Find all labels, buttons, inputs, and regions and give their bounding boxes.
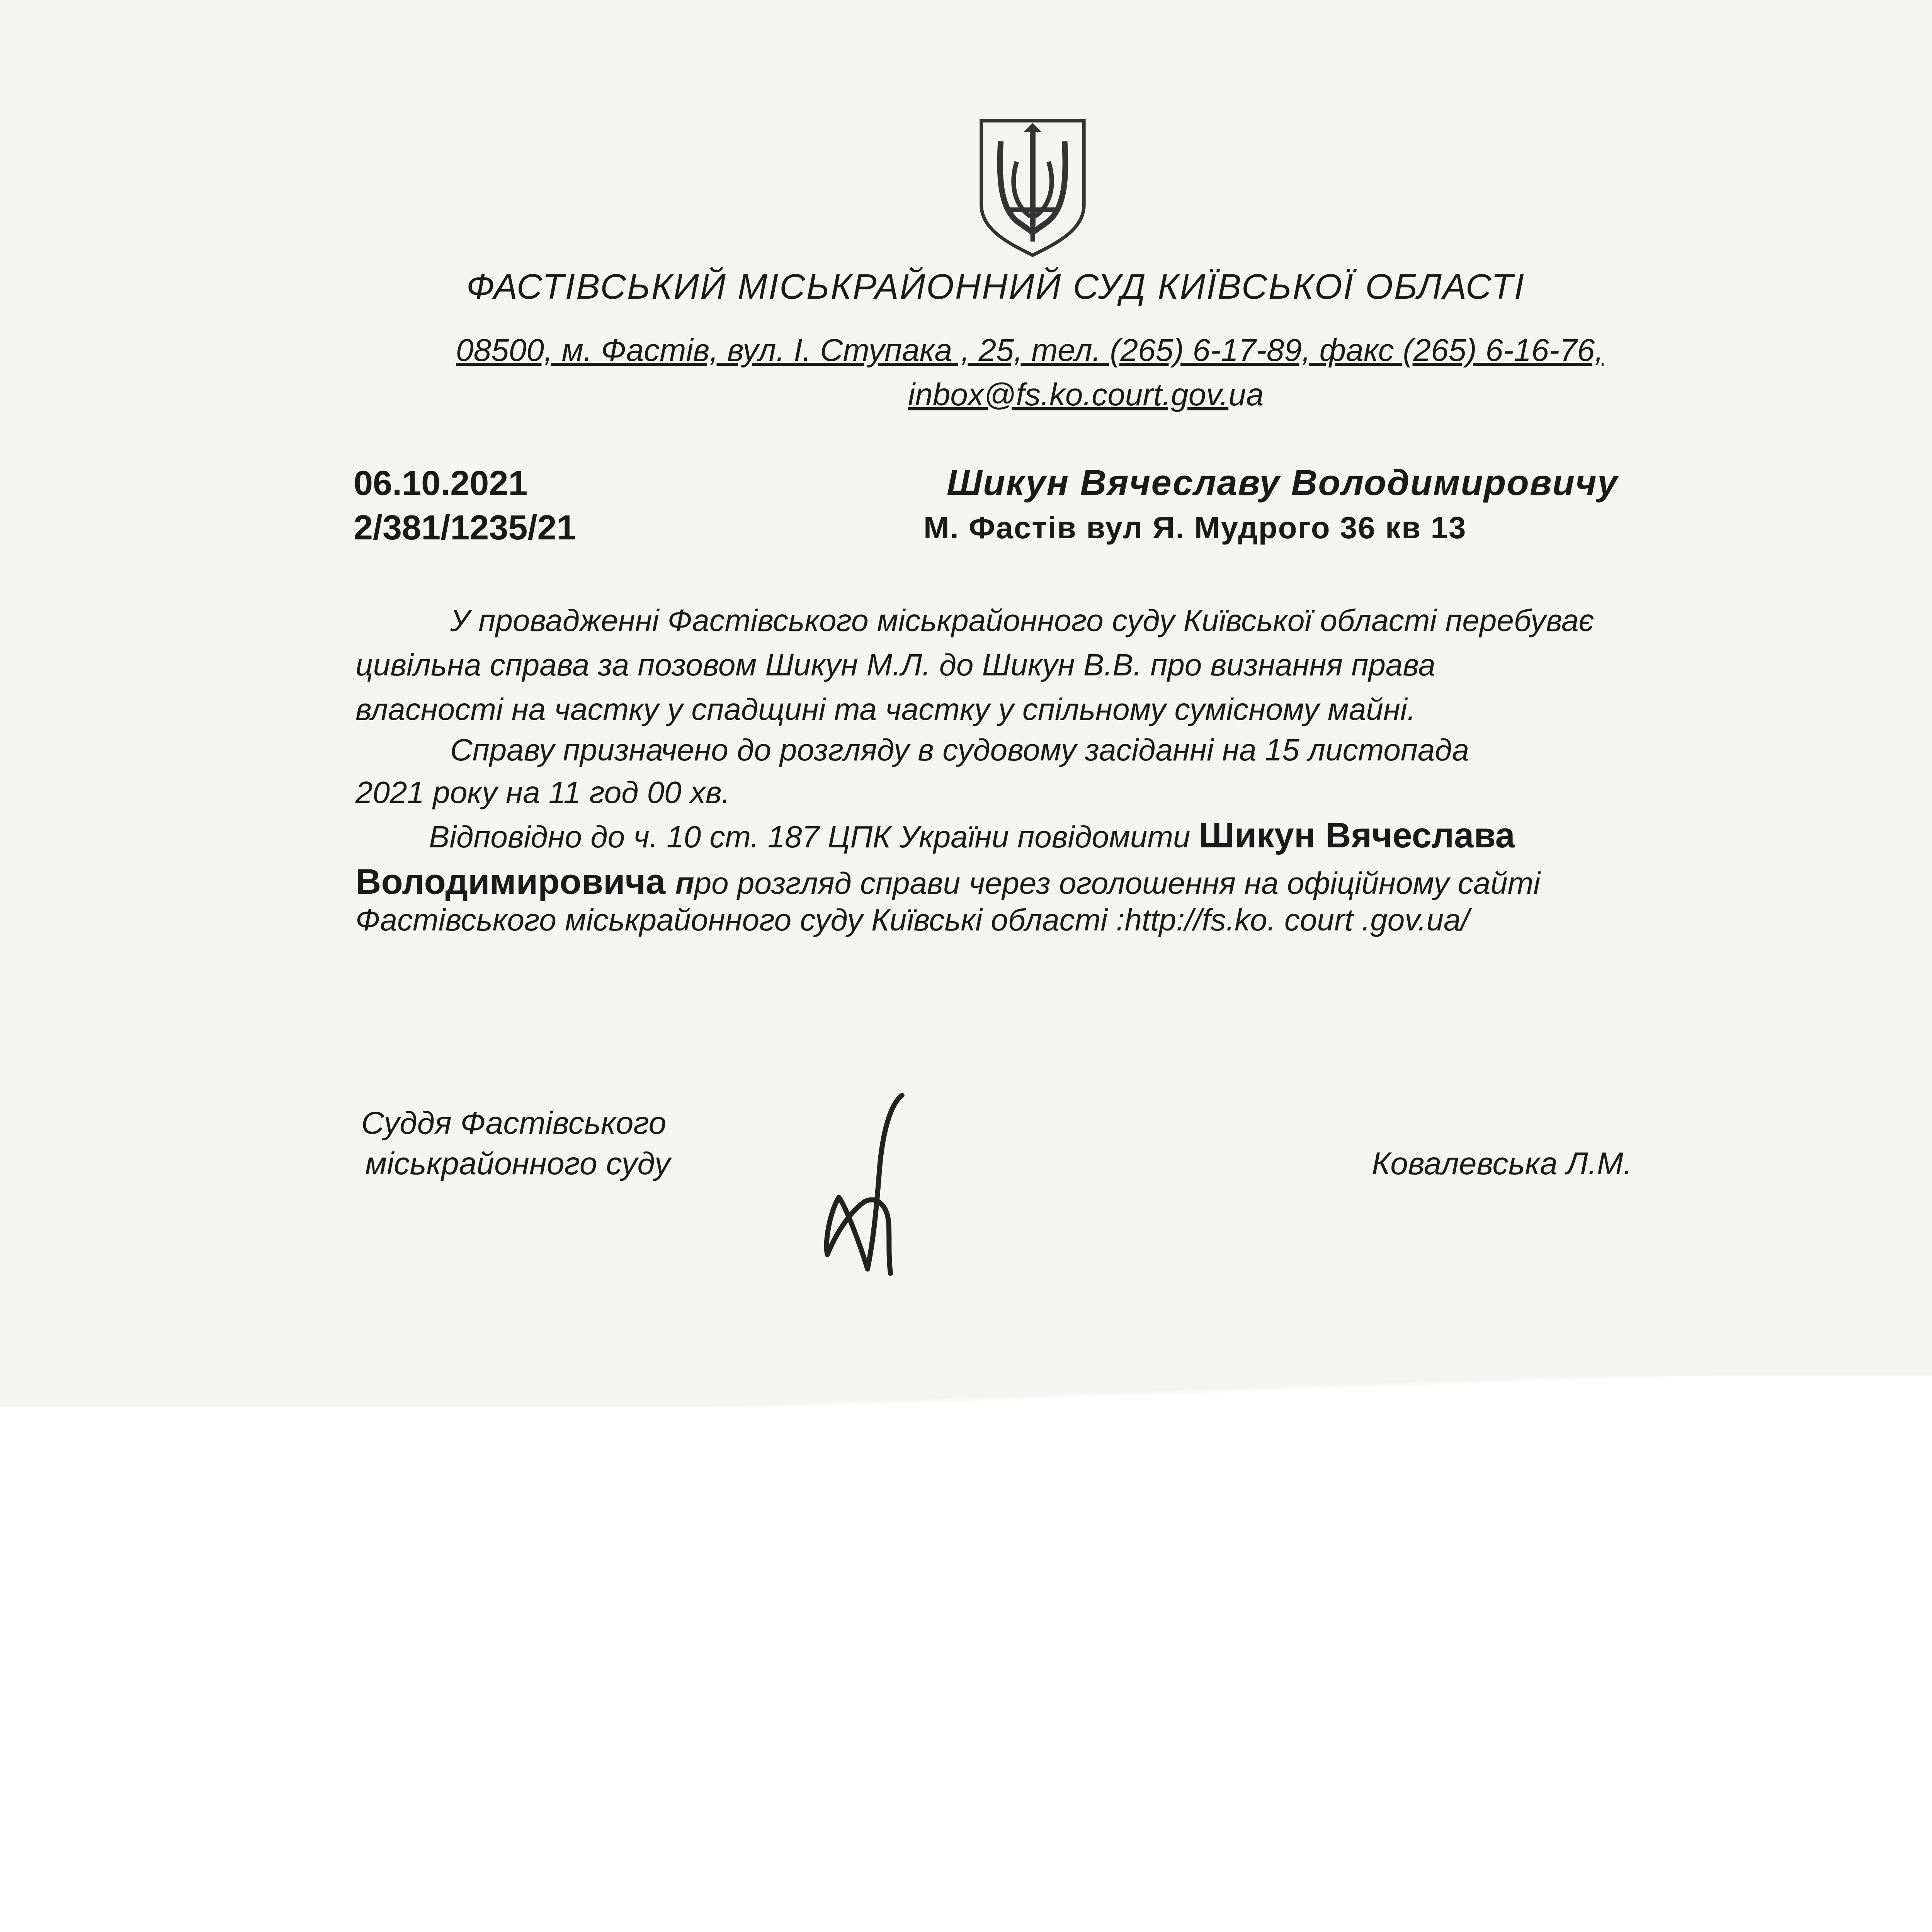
email-suffix: ua [1228, 377, 1264, 412]
body-line-2: цивільна справа за позовом Шикун М.Л. до Шикун В.В. про визнання права [355, 648, 1435, 682]
judge-title-line-1: Суддя Фастівського [361, 1105, 667, 1141]
body-line-3: власності на частку у спадщині та частку у спільному сумісному майні. [355, 692, 1416, 726]
letter-date: 06.10.2021 [354, 464, 528, 503]
body-line-1: У провадженні Фастівського міськрайонного суду Київської області перебуває [450, 603, 1594, 638]
body-line-7-text: ро розгляд справи через оголошення на офіційному сайті [694, 866, 1541, 900]
court-email [908, 377, 1264, 413]
body-line-5: 2021 року на 11 год 00 хв. [355, 775, 730, 810]
handwritten-signature [800, 1090, 947, 1291]
registration-number: 2/381/1235/21 [354, 509, 576, 547]
court-address: 08500, м. Фастів, вул. І. Ступака , 25, тел. (265) 6-17-89, факс (265) 6-16-76, [456, 333, 1604, 368]
body-line-8: Фастівського міськрайонного суду Київські області :http://fs.ko. court .gov.ua/ [355, 903, 1469, 937]
judge-name: Ковалевська Л.М. [1372, 1146, 1632, 1181]
body-line-4: Справу призначено до розгляду в судовому засіданні на 15 листопада [450, 733, 1469, 767]
court-name: ФАСТІВСЬКИЙ МІСЬКРАЙОННИЙ СУД КИЇВСЬКОЇ ОБЛАСТІ [466, 267, 1526, 306]
email-address: inbox@fs.ko.court.gov. [908, 377, 1229, 412]
judge-title-line-2: міськрайонного суду [365, 1146, 670, 1181]
body-line-6 [429, 815, 1515, 856]
body-line-7 [355, 862, 1540, 902]
body-line-6-text: Відповідно до ч. 10 ст. 187 ЦПК України повідомити [429, 820, 1199, 854]
recipient-address: М. Фастів вул Я. Мудрого 36 кв 13 [923, 510, 1467, 545]
body-line-7-bold: Володимировича [355, 862, 675, 901]
body-line-7-p: п [675, 866, 694, 900]
coat-of-arms-icon [976, 116, 1090, 259]
body-line-6-bold: Шикун Вячеслава [1199, 816, 1515, 855]
recipient-name: Шикун Вячеславу Володимировичу [947, 462, 1619, 503]
